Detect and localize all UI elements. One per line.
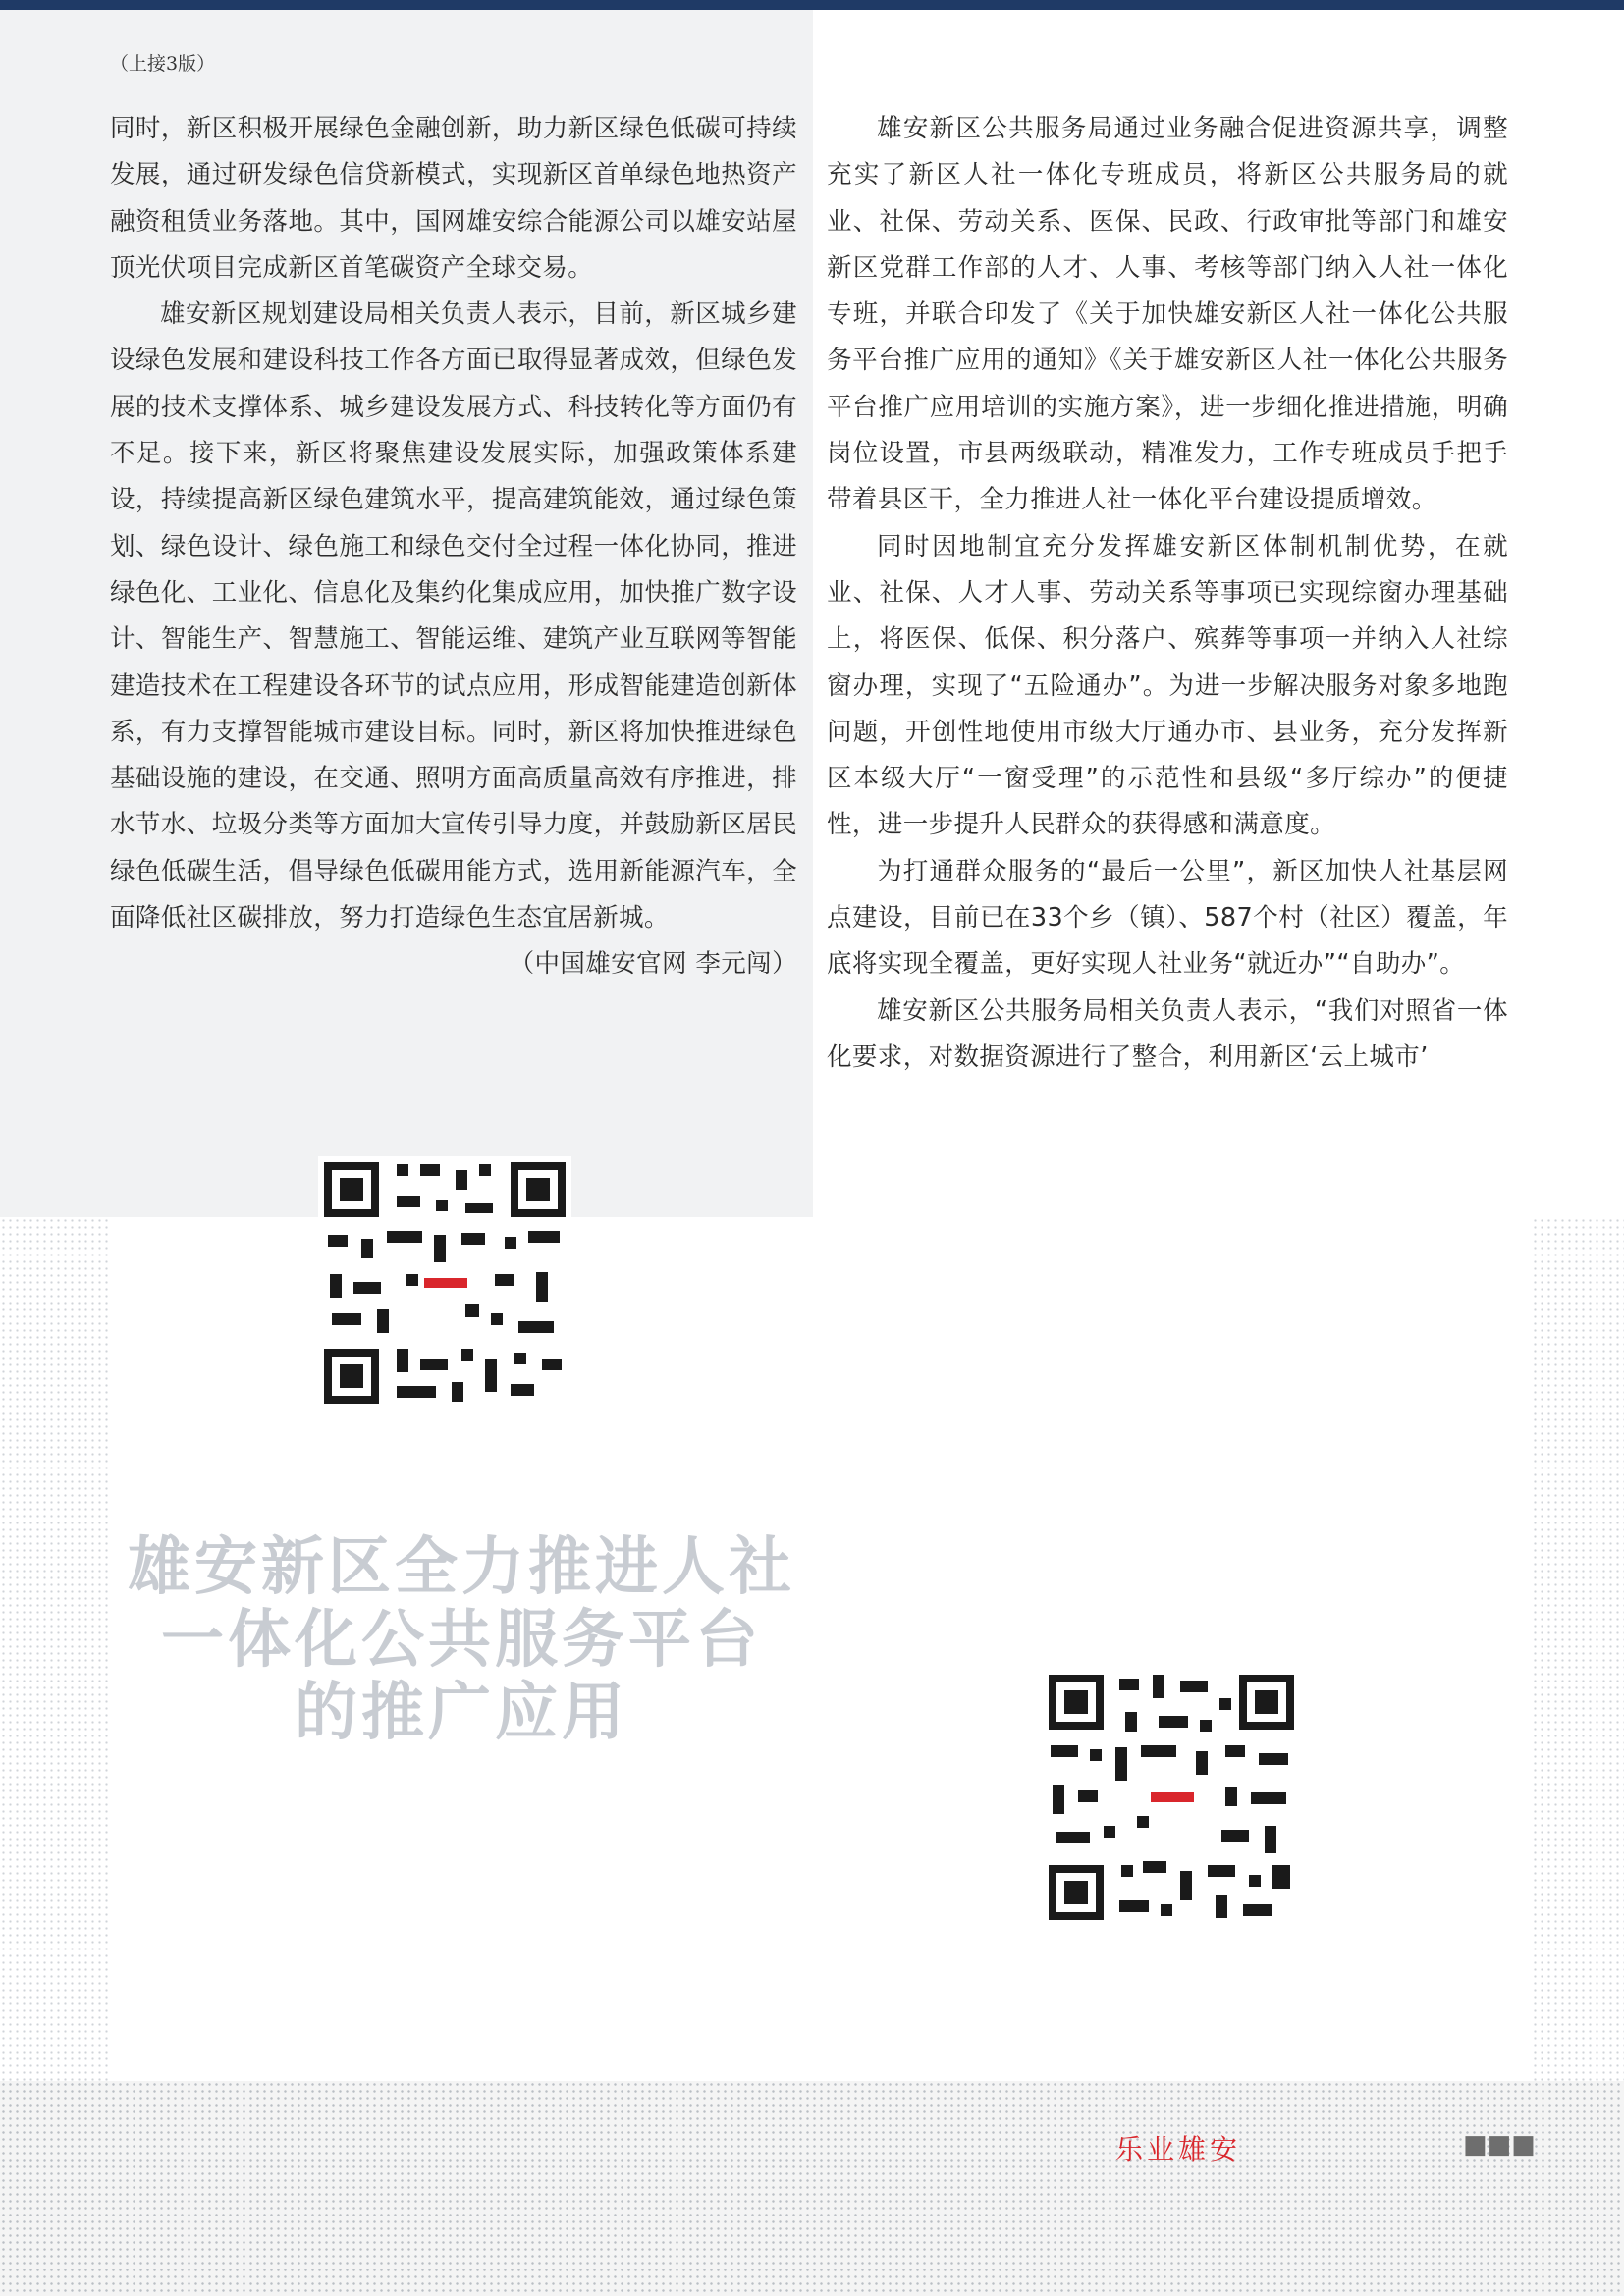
left-article-column [110,106,797,988]
dot-texture-left [0,1217,108,2081]
headline-line-2: 一体化公共服务平台 [161,1604,762,1677]
page-marker: ■■■ [1463,2130,1536,2160]
continued-from-note: （上接3版） [110,53,216,75]
article-byline: （中国雄安官网 李元闯） [509,949,797,980]
right-paragraph-4: 雄安新区公共服务局相关负责人表示，“我们对照省一体化要求，对数据资源进行了整合，利用新区‘云上城市’ [827,995,1508,1072]
left-paragraph-1: 同时，新区积极开展绿色金融创新，助力新区绿色低碳可持续发展，通过研发绿色信贷新模式，实现新区首单绿色地热资产融资租赁业务落地。其中，国网雄安综合能源公司以雄安站屋顶光伏项目完成新区首笔碳资产全球交易。 [110,114,797,283]
qr-code-icon [318,1156,571,1410]
qr-code-right[interactable] [1043,1669,1300,1926]
headline-line-3: 的推广应用 [295,1677,628,1749]
right-article-column [827,106,1508,1081]
dot-texture-right [1532,1217,1624,2081]
qr-code-icon [1043,1669,1300,1926]
left-paragraph-2: 雄安新区规划建设局相关负责人表示，目前，新区城乡建设绿色发展和建设科技工作各方面已取得显著成效，但绿色发展的技术支撑体系、城乡建设发展方式、科技转化等方面仍有不足。接下来，新区将聚焦建设发展实际，加强政策体系建设，持续提高新区绿色建筑水平，提高建筑能效，通过绿色策划、绿色设计、绿色施工和绿色交付全过程一体化协同，推进绿色化、工业化、信息化及集约化集成应用，加快推广数字设计、智能生产、智慧施工、智能运维、建筑产业互联网等智能建造技术在工程建设各环节的试点应用，形成智能建造创新体系，有力支撑智能城市建设目标。同时，新区将加快推进绿色基础设施的建设，在交通、照明方面高质量高效有序推进，排水节水、垃圾分类等方面加大宣传引导力度，并鼓励新区居民绿色低碳生活，倡导绿色低碳用能方式，选用新能源汽车，全面降低社区碳排放，努力打造绿色生态宜居新城。 [110,299,797,934]
footer-dot-texture [0,2081,1624,2296]
top-color-bar [0,0,1624,10]
qr-code-left[interactable] [318,1156,571,1410]
right-paragraph-3: 为打通群众服务的“最后一公里”，新区加快人社基层网点建设，目前已在33个乡（镇）、587个村（社区）覆盖，年底将实现全覆盖，更好实现人社业务“就近办”“自助办”。 [827,856,1508,980]
section-label: 乐业雄安 [1115,2133,1242,2165]
right-paragraph-1: 雄安新区公共服务局通过业务融合促进资源共享，调整充实了新区人社一体化专班成员，将新区公共服务局的就业、社保、劳动关系、医保、民政、行政审批等部门和雄安新区党群工作部的人才、人事、考核等部门纳入人社一体化专班，并联合印发了《关于加快雄安新区人社一体化公共服务平台推广应用的通知》《关于雄安新区人社一体化公共服务平台推广应用培训的实施方案》，进一步细化推进措施，明确岗位设置，市县两级联动，精准发力，工作专班成员手把手带着县区干，全力推进人社一体化平台建设提质增效。 [827,114,1508,515]
right-paragraph-2: 同时因地制宜充分发挥雄安新区体制机制优势，在就业、社保、人才人事、劳动关系等事项已实现综窗办理基础上，将医保、低保、积分落户、殡葬等事项一并纳入人社综窗办理，实现了“五险通办”。为进一步解决服务对象多地跑问题，开创性地使用市级大厅通办市、县业务，充分发挥新区本级大厅“一窗受理”的示范性和县级“多厅综办”的便捷性，进一步提升人民群众的获得感和满意度。 [827,531,1508,840]
headline-line-1: 雄安新区全力推进人社 [128,1531,795,1604]
article-headline [108,1531,815,1749]
